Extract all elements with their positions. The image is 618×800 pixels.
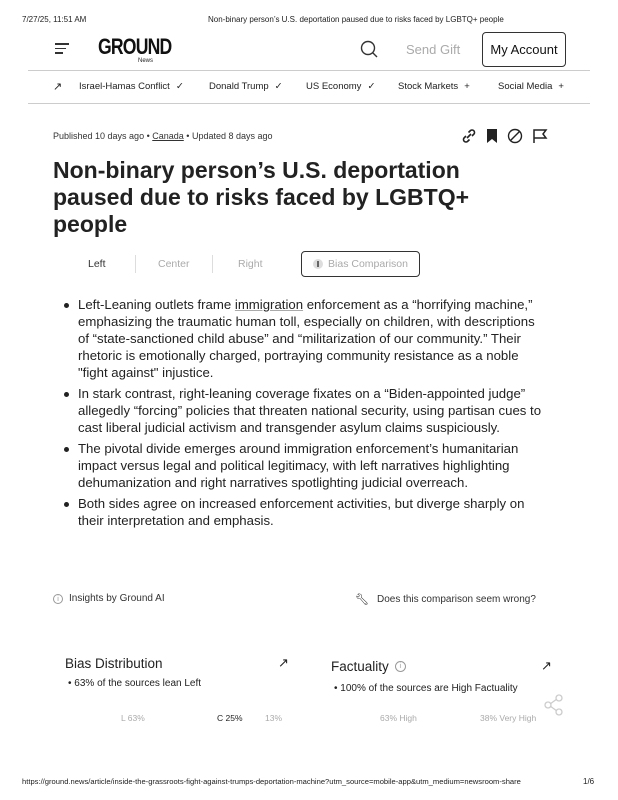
bias-center-label: C 25% [217, 713, 243, 723]
list-item [62, 296, 542, 381]
bookmark-icon[interactable] [486, 128, 498, 144]
expand-icon[interactable]: ↗ [278, 655, 289, 670]
comparison-points [62, 296, 542, 533]
bias-summary: • 63% of the sources lean Left [68, 678, 202, 689]
page-title: Non-binary person’s U.S. deportation paused due to risks faced by LGBTQ+ people [53, 157, 470, 237]
topic-social-media[interactable] [498, 81, 568, 92]
block-icon[interactable] [507, 128, 523, 144]
insights-text: Insights by Ground AI [69, 593, 165, 604]
wrench-icon: 🔧︎ [355, 594, 369, 606]
feedback-link[interactable] [355, 593, 536, 606]
expand-icon[interactable]: ↗ [541, 658, 552, 673]
tab-center[interactable]: Center [158, 258, 190, 270]
logo-text: GROUND [98, 34, 172, 59]
check-icon[interactable]: ✓ [175, 81, 184, 92]
topic-us-economy[interactable] [306, 81, 375, 92]
logo[interactable] [98, 34, 190, 64]
point-text: enforcement as a “horrifying machine,” emphasizing the traumatic human toll, especially on children, with descriptions of “state-sanctioned child abuse” and “militarization of our community.” Their rhetoric is emotionally charged, portraying community resistance as a noble "fight against" injustice. [78, 297, 535, 380]
trending-icon: ↗ [53, 81, 63, 93]
tab-left[interactable]: Left [88, 258, 106, 270]
logo-sub: News [138, 58, 154, 64]
flag-icon[interactable] [532, 128, 548, 144]
send-gift-button[interactable]: Send Gift [406, 42, 461, 57]
topic-donald-trump[interactable] [209, 81, 283, 92]
list-item: In stark contrast, right-leaning coverage fixates on a “Biden-appointed judge” allegedly “forcing” policies that threaten national security, using partisan cues to cast liberal judicial activism and transgender asylum claims suspiciously. [62, 385, 542, 436]
divider [212, 255, 213, 273]
print-title: Non-binary person’s U.S. deportation paused due to risks faced by LGBTQ+ people [208, 15, 504, 24]
list-item: Both sides agree on increased enforcement activities, but diverge sharply on their interpretation and emphasis. [62, 495, 542, 529]
list-item: The pivotal divide emerges around immigration enforcement’s humanitarian impact versus legal and political legitimacy, with left narratives highlighting dehumanization and right narratives spotlighting judicial overreach. [62, 440, 542, 491]
bias-icon [313, 259, 323, 269]
immigration-link[interactable]: immigration [234, 297, 304, 312]
article-meta [53, 131, 273, 141]
topic-israel-hamas[interactable] [79, 81, 184, 92]
plus-icon[interactable]: + [464, 81, 470, 92]
factuality-title [331, 659, 406, 674]
bias-left-label: L 63% [121, 713, 145, 723]
print-datetime: 7/27/25, 11:51 AM [22, 15, 87, 24]
topic-label: Donald Trump [209, 81, 269, 92]
bias-right-label: 13% [265, 713, 283, 723]
published-text: Published 10 days ago • [53, 131, 150, 141]
plus-icon[interactable]: + [558, 81, 564, 92]
factuality-high-label: 63% High [380, 713, 417, 723]
info-icon: i [53, 594, 63, 604]
print-page-number: 1/6 [583, 777, 595, 786]
topic-label: Israel-Hamas Conflict [79, 81, 170, 92]
my-account-button[interactable]: My Account [482, 32, 566, 67]
bias-distribution-title: Bias Distribution [65, 656, 163, 671]
divider [135, 255, 136, 273]
check-icon[interactable]: ✓ [274, 81, 283, 92]
info-icon[interactable]: i [395, 661, 406, 672]
factuality-summary: • 100% of the sources are High Factuality [334, 683, 518, 694]
updated-text: • Updated 8 days ago [186, 131, 273, 141]
divider [28, 70, 590, 71]
factuality-title-text: Factuality [331, 659, 389, 674]
share-icon[interactable] [544, 694, 564, 716]
topic-stock-markets[interactable] [398, 81, 470, 92]
print-url: https://ground.news/article/inside-the-grassroots-fight-against-trumps-deportation-machine?utm_source=mobile-app&utm_medium=newsroom-share [22, 777, 521, 786]
link-icon[interactable] [461, 128, 477, 144]
divider [28, 103, 590, 104]
topic-label: Stock Markets [398, 81, 459, 92]
location-link[interactable]: Canada [152, 131, 184, 141]
factuality-summary-text: 100% of the sources are High Factuality [340, 683, 518, 694]
tab-right[interactable]: Right [238, 258, 263, 270]
tab-bias-comparison[interactable] [301, 251, 420, 277]
insights-label [53, 593, 165, 604]
search-icon[interactable] [360, 40, 378, 58]
point-text: Left-Leaning outlets frame [78, 297, 235, 312]
tab-label: Bias Comparison [328, 258, 408, 270]
feedback-text: Does this comparison seem wrong? [376, 594, 536, 605]
check-icon[interactable]: ✓ [367, 81, 376, 92]
topic-label: Social Media [498, 81, 553, 92]
topic-label: US Economy [306, 81, 362, 92]
factuality-very-high-label: 38% Very High [480, 713, 537, 723]
bias-summary-text: 63% of the sources lean Left [74, 678, 202, 689]
menu-icon[interactable] [55, 43, 69, 54]
